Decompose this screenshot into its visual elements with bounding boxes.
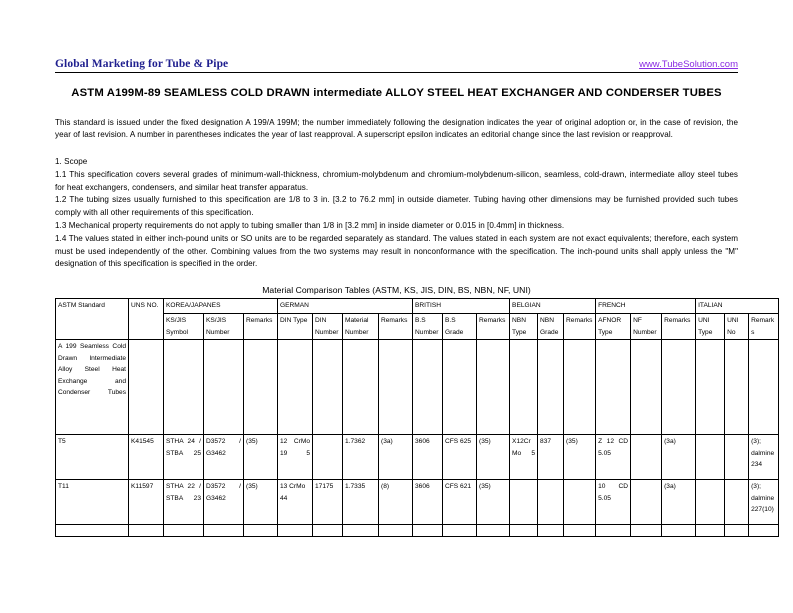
cell-empty-uni-no	[725, 525, 749, 537]
header-material-number: Material Number	[343, 314, 379, 340]
cell-uni-no	[725, 435, 749, 480]
cell-din-number	[313, 435, 343, 480]
cell-nf-number	[631, 435, 662, 480]
cell-remarks-kj: (35)	[244, 480, 278, 525]
cell-desc-remarks-it	[749, 340, 779, 435]
cell-remarks-kj: (35)	[244, 435, 278, 480]
cell-remarks-gb: (35)	[477, 480, 510, 525]
cell-empty-uni-type	[696, 525, 725, 537]
cell-remarks-fr: (3a)	[662, 435, 696, 480]
cell-empty-remarks-it	[749, 525, 779, 537]
header-website-link[interactable]: www.TubeSolution.com	[639, 59, 738, 70]
header-bs-grade: B.S Grade	[443, 314, 477, 340]
header-afnor-type: AFNOR Type	[596, 314, 631, 340]
cell-empty-astm	[56, 525, 129, 537]
cell-nbn-type	[510, 480, 538, 525]
header-remarks-belgian: Remarks	[564, 314, 596, 340]
header-nbn-type: NBN Type	[510, 314, 538, 340]
cell-desc-din-number	[313, 340, 343, 435]
table-group-header-row	[56, 299, 779, 314]
cell-desc-material-number	[343, 340, 379, 435]
header-nf-number: NF Number	[631, 314, 662, 340]
cell-desc-nf-number	[631, 340, 662, 435]
cell-desc-uni-no	[725, 340, 749, 435]
scope-heading: 1. Scope	[55, 157, 88, 167]
header-din-number: DIN Number	[313, 314, 343, 340]
cell-uns-no: K41545	[129, 435, 164, 480]
header-astm-standard: ASTM Standard	[56, 299, 129, 340]
cell-remarks-fr: (3a)	[662, 480, 696, 525]
header-ksjis-symbol: KS/JIS Symbol	[164, 314, 204, 340]
header-brand-text: Global Marketing for Tube & Pipe	[55, 58, 229, 70]
cell-empty-material-number	[343, 525, 379, 537]
header-uni-type: UNI Type	[696, 314, 725, 340]
cell-desc-ksjis-number	[204, 340, 244, 435]
header-uni-no: UNI No	[725, 314, 749, 340]
table-caption: Material Comparison Tables (ASTM, KS, JIS, DIN, BS, NBN, NF, UNI)	[262, 285, 531, 296]
cell-astm-standard: T11	[56, 480, 129, 525]
cell-desc-ksjis-symbol	[164, 340, 204, 435]
cell-ksjis-symbol: STHA 22 / STBA 23	[164, 480, 204, 525]
cell-nbn-grade: 837	[538, 435, 564, 480]
header-remarks-french: Remarks	[662, 314, 696, 340]
cell-desc-din-type	[278, 340, 313, 435]
intro-paragraph: This standard is issued under the fixed designation A 199/A 199M; the number immediately following the designation indicates the year of original adoption or, in the case of revision, the year of last revision. A number in parentheses indicates the year of last reapproval. A superscript epsilon indicates an editorial change since the last revision or reapproval.	[55, 117, 738, 140]
cell-material-number: 1.7335	[343, 480, 379, 525]
cell-empty-bs-number	[413, 525, 443, 537]
cell-bs-number: 3606	[413, 480, 443, 525]
cell-astm-standard: T5	[56, 435, 129, 480]
cell-uns-no: K11597	[129, 480, 164, 525]
group-header-korea-japan: KOREA/JAPANES	[164, 299, 278, 314]
cell-remarks-it: (3); dalmine 234	[749, 435, 779, 480]
scope-section	[55, 156, 738, 271]
cell-desc-remarks-de	[379, 340, 413, 435]
cell-desc-nbn-type	[510, 340, 538, 435]
cell-uni-type	[696, 435, 725, 480]
cell-empty-remarks-kj	[244, 525, 278, 537]
cell-material-number: 1.7362	[343, 435, 379, 480]
cell-afnor-type: 10 CD 5.05	[596, 480, 631, 525]
cell-afnor-type: Z 12 CD 5.05	[596, 435, 631, 480]
cell-nbn-grade	[538, 480, 564, 525]
material-comparison-table	[55, 298, 779, 537]
cell-desc-bs-number	[413, 340, 443, 435]
cell-din-number: 17175	[313, 480, 343, 525]
scope-item-1-3: 1.3 Mechanical property requirements do not apply to tubing smaller than 1/8 in [3.2 mm] in inside diameter or 0.015 in [0.4mm] in thickness.	[55, 221, 565, 231]
scope-item-1-2: 1.2 The tubing sizes usually furnished to this specification are 1/8 to 3 in. [3.2 to 76.2 mm] in outside diameter. Tubing having other dimensions may be furnished provided such tubes comply with all other requirements of this specification.	[55, 195, 738, 218]
cell-uni-type	[696, 480, 725, 525]
group-header-italian: ITALIAN	[696, 299, 779, 314]
scope-item-1-4: 1.4 The values stated in either inch-pound units or SO units are to be regarded separately as standard. The values stated in each system are not exact equivalents; therefore, each system must be used independently of the other. Combining values from the two systems may result in nonconformance with the specification. The inch-pound units shall apply unless the "M" designation of this specification is specified in the order.	[55, 233, 738, 269]
cell-empty-nbn-type	[510, 525, 538, 537]
header-ksjis-number: KS/JIS Number	[204, 314, 244, 340]
header-remarks-italian: Remarks	[749, 314, 779, 340]
cell-remarks-it: (3); dalmine 227(10)	[749, 480, 779, 525]
scope-item-1-1: 1.1 This specification covers several grades of minimum-wall-thickness, chromium-molybdenum and chromium-molybdenum-silicon, seamless, cold-drawn, intermediate alloy steel tubes for heat exchangers, condensers, and similar heat transfer apparatus.	[55, 169, 738, 192]
cell-empty-nbn-grade	[538, 525, 564, 537]
table-row-description	[56, 340, 779, 435]
cell-desc-remarks-gb	[477, 340, 510, 435]
intro-section	[55, 117, 738, 143]
table-row	[56, 480, 779, 525]
cell-nbn-type: X12Cr Mo 5	[510, 435, 538, 480]
cell-empty-remarks-de	[379, 525, 413, 537]
cell-remarks-gb: (35)	[477, 435, 510, 480]
cell-ksjis-symbol: STHA 24 / STBA 25	[164, 435, 204, 480]
cell-desc-remarks-fr	[662, 340, 696, 435]
header-nbn-grade: NBN Grade	[538, 314, 564, 340]
cell-remarks-de: (8)	[379, 480, 413, 525]
cell-astm-description: A 199 Seamless Cold Drawn Intermediate Alloy Steel Heat Exchange and Condenser Tubes	[56, 340, 129, 435]
cell-empty-remarks-be	[564, 525, 596, 537]
cell-empty-afnor-type	[596, 525, 631, 537]
cell-empty-ksjis-symbol	[164, 525, 204, 537]
group-header-belgian: BELGIAN	[510, 299, 596, 314]
cell-empty-uns	[129, 525, 164, 537]
cell-uni-no	[725, 480, 749, 525]
header-din-type: DIN Type	[278, 314, 313, 340]
cell-desc-afnor-type	[596, 340, 631, 435]
cell-desc-remarks-kj	[244, 340, 278, 435]
cell-empty-remarks-gb	[477, 525, 510, 537]
cell-remarks-de: (3a)	[379, 435, 413, 480]
document-header	[55, 0, 738, 73]
cell-desc-remarks-be	[564, 340, 596, 435]
cell-din-type: 13 CrMo 44	[278, 480, 313, 525]
cell-remarks-be	[564, 480, 596, 525]
cell-din-type: 12 CrMo 19 5	[278, 435, 313, 480]
group-header-french: FRENCH	[596, 299, 696, 314]
cell-empty-ksjis-number	[204, 525, 244, 537]
cell-ksjis-number: D3572 / G3462	[204, 435, 244, 480]
table-row-empty	[56, 525, 779, 537]
header-uns-no: UNS NO.	[129, 299, 164, 340]
table-column-header-row	[56, 314, 779, 340]
page-title: ASTM A199M-89 SEAMLESS COLD DRAWN intermediate ALLOY STEEL HEAT EXCHANGER AND CONDERSER TUBES	[71, 87, 722, 99]
header-remarks-korea-japan: Remarks	[244, 314, 278, 340]
table-row	[56, 435, 779, 480]
cell-desc-uns	[129, 340, 164, 435]
cell-bs-number: 3606	[413, 435, 443, 480]
header-bs-number: B.S Number	[413, 314, 443, 340]
cell-empty-din-type	[278, 525, 313, 537]
group-header-german: GERMAN	[278, 299, 413, 314]
cell-empty-bs-grade	[443, 525, 477, 537]
header-remarks-british: Remarks	[477, 314, 510, 340]
cell-remarks-be: (35)	[564, 435, 596, 480]
cell-desc-nbn-grade	[538, 340, 564, 435]
cell-desc-bs-grade	[443, 340, 477, 435]
cell-desc-uni-type	[696, 340, 725, 435]
cell-nf-number	[631, 480, 662, 525]
cell-bs-grade: CFS 621	[443, 480, 477, 525]
group-header-british: BRITISH	[413, 299, 510, 314]
cell-bs-grade: CFS 625	[443, 435, 477, 480]
cell-ksjis-number: D3572 / G3462	[204, 480, 244, 525]
header-remarks-german: Remarks	[379, 314, 413, 340]
cell-empty-din-number	[313, 525, 343, 537]
cell-empty-remarks-fr	[662, 525, 696, 537]
cell-empty-nf-number	[631, 525, 662, 537]
